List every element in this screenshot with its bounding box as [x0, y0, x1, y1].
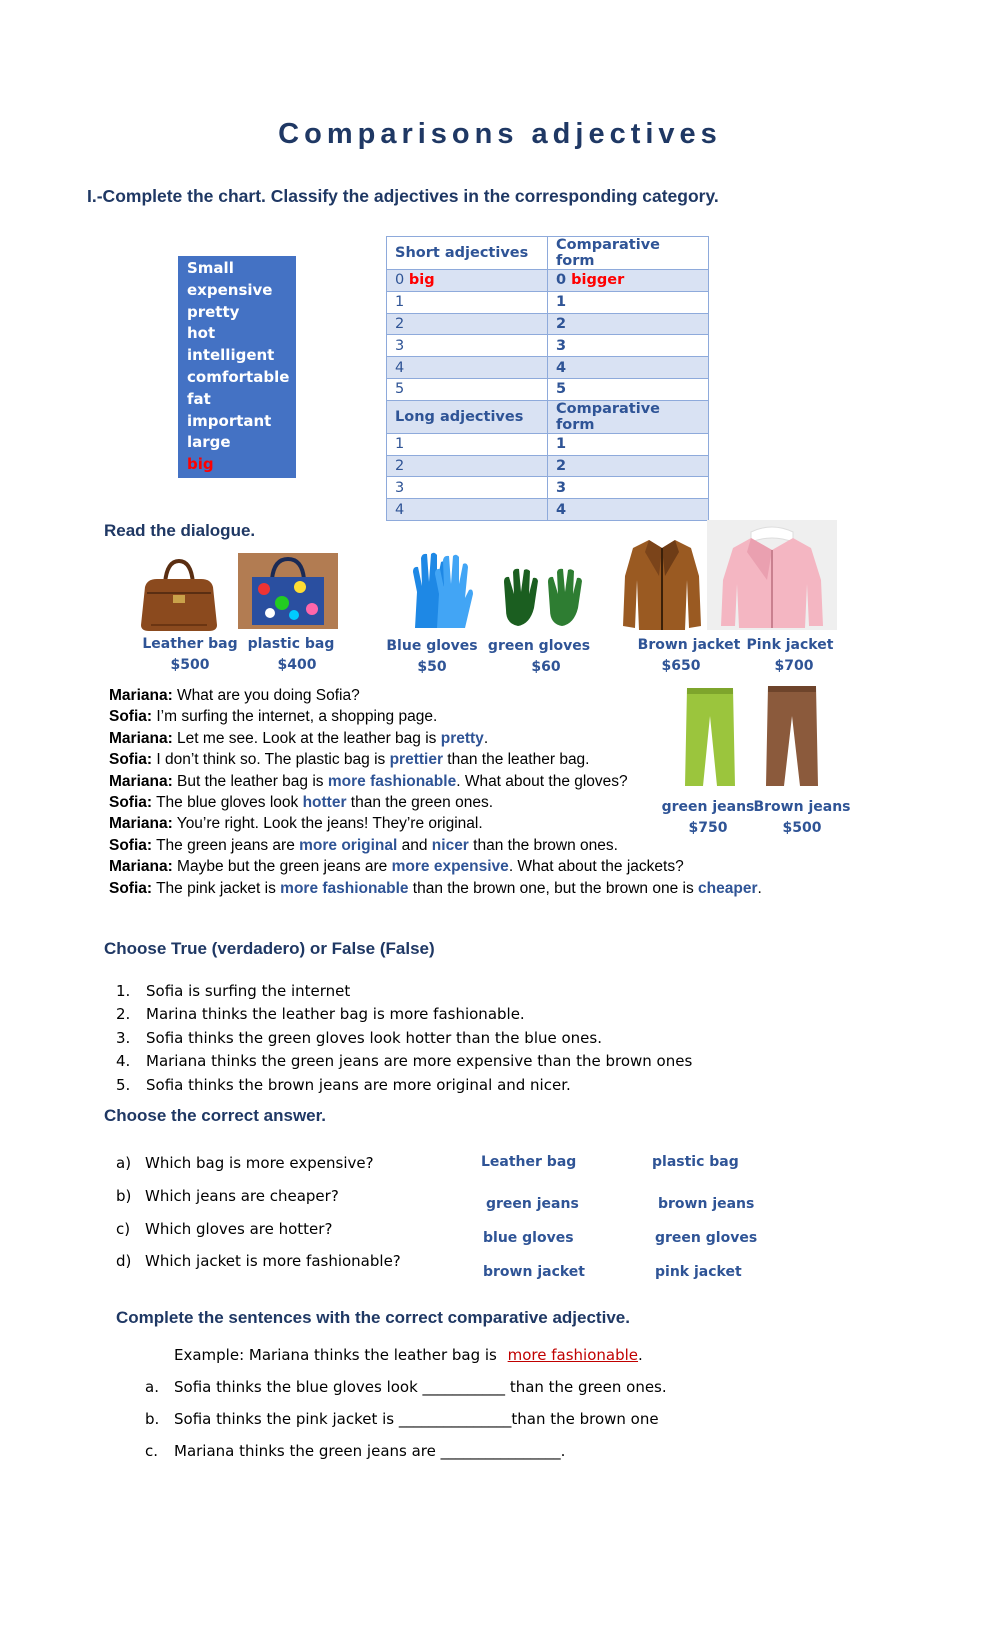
statement: Marina thinks the leather bag is more fashionable. [146, 1005, 525, 1024]
adjective-word: expensive [187, 280, 273, 299]
highlighted-adjective: more original [299, 836, 398, 854]
answer-cell[interactable]: 4 [548, 499, 709, 521]
product-price: $50 [417, 659, 447, 675]
answer-cell[interactable]: 3 [548, 335, 709, 357]
dialogue-text: . What about the gloves? [456, 772, 628, 790]
answer-option[interactable]: pink jacket [655, 1264, 742, 1280]
answer-cell[interactable]: 5 [387, 378, 548, 400]
speaker: Mariana: [109, 772, 173, 790]
mc-question: d) Which jacket is more fashionable? [116, 1252, 401, 1270]
section-heading-chart: I.-Complete the chart. Classify the adjectives in the corresponding category. [87, 186, 719, 206]
product-caption [382, 636, 482, 678]
dialogue-text: What are you doing Sofia? [172, 687, 360, 704]
statement: Mariana thinks the green jeans are more expensive than the brown ones [146, 1052, 693, 1071]
answer-cell[interactable]: 2 [548, 455, 709, 477]
speaker: Mariana: [109, 729, 173, 747]
brown-jeans-image [764, 684, 820, 788]
dialogue-text: . [483, 729, 489, 747]
statement: Sofia thinks the brown jeans are more original and nicer. [146, 1075, 571, 1094]
answer-cell[interactable]: 2 [387, 313, 548, 335]
answer-option[interactable]: green jeans [486, 1196, 579, 1212]
fill-in-sentence[interactable]: c. Mariana thinks the green jeans are ________________. [145, 1442, 566, 1460]
mc-question: a) Which bag is more expensive? [116, 1154, 374, 1172]
dialogue-line [109, 835, 762, 856]
speaker: Sofia: [109, 879, 153, 897]
example-answer: more fashionable [507, 1346, 639, 1364]
dialogue-line [109, 749, 762, 770]
answer-cell[interactable]: 4 [387, 357, 548, 379]
answer-option[interactable]: blue gloves [483, 1230, 574, 1246]
speaker: Sofia: [109, 836, 153, 854]
table-row [387, 455, 709, 477]
answer-option[interactable]: brown jacket [483, 1264, 585, 1280]
true-false-heading: Choose True (verdadero) or False (False) [104, 939, 435, 958]
statement: Sofia thinks the green gloves look hotter than the blue ones. [146, 1028, 602, 1047]
answer-cell[interactable]: 3 [387, 335, 548, 357]
answer-cell[interactable]: 5 [548, 378, 709, 400]
dialogue-text: than the leather bag. [442, 751, 590, 769]
dialogue-line [109, 792, 762, 813]
list-item: 3. Sofia thinks the green gloves look hotter than the blue ones. [116, 1028, 602, 1047]
product-name: Brown jeans [753, 799, 851, 815]
speaker: Sofia: [109, 708, 153, 726]
highlighted-adjective: hotter [302, 794, 347, 812]
dialogue-text: The pink jacket is [152, 879, 281, 897]
dialogue-text: Let me see. Look at the leather bag is [172, 729, 441, 747]
highlighted-adjective: cheaper [698, 879, 758, 897]
dialogue-line [109, 706, 762, 727]
true-false-list [116, 980, 692, 1097]
answer-cell[interactable]: 3 [387, 477, 548, 499]
row-number: 0 [395, 272, 405, 289]
answer-cell[interactable]: 1 [548, 433, 709, 455]
highlighted-adjective: more fashionable [327, 772, 457, 790]
read-dialogue-heading: Read the dialogue. [104, 521, 256, 540]
table-row [387, 270, 709, 292]
dialogue-text: and [397, 836, 432, 854]
example-word: big [408, 272, 435, 289]
adjective-word-example: big [187, 455, 214, 474]
answer-cell[interactable]: 4 [387, 499, 548, 521]
dialogue-text: I’m surfing the internet, a shopping page. [152, 708, 438, 726]
adjective-word: large [187, 433, 231, 452]
list-item: 1. Sofia is surfing the internet [116, 982, 351, 1000]
dialogue-line [109, 878, 762, 899]
example-comparative: bigger [571, 272, 625, 289]
green-gloves-image [500, 568, 586, 630]
answer-option[interactable]: plastic bag [652, 1154, 739, 1170]
classification-chart [386, 236, 709, 521]
dialogue-line [109, 685, 762, 706]
brown-jacket-image [619, 536, 705, 632]
multiple-choice-heading: Choose the correct answer. [104, 1106, 327, 1125]
answer-option[interactable]: brown jeans [658, 1196, 755, 1212]
product-name: Leather bag [142, 636, 238, 652]
adjective-word: fat [187, 389, 211, 408]
dialogue-text: . [757, 879, 762, 897]
short-adjectives-header: Short adjectives [387, 237, 548, 270]
highlighted-adjective: more fashionable [280, 879, 409, 897]
product-price: $650 [661, 658, 701, 674]
dialogue-line [109, 771, 762, 792]
highlighted-adjective: nicer [431, 836, 469, 854]
dialogue-text: The blue gloves look [152, 794, 303, 812]
product-price: $400 [277, 657, 317, 673]
leather-bag-image [137, 553, 221, 637]
table-row [387, 433, 709, 455]
answer-cell[interactable]: 2 [387, 455, 548, 477]
answer-option[interactable]: Leather bag [481, 1154, 577, 1170]
table-row [387, 313, 709, 335]
dialogue-text: The green jeans are [152, 836, 300, 854]
dialogue-text: But the leather bag is [172, 772, 328, 790]
plastic-bag-image [238, 553, 338, 629]
list-item: 2. Marina thinks the leather bag is more fashionable. [116, 1005, 525, 1024]
adjective-word: important [187, 411, 272, 430]
answer-cell[interactable]: 2 [548, 313, 709, 335]
pink-jacket-image [707, 520, 837, 630]
dialogue-text: You’re right. Look the jeans! They’re original. [172, 815, 483, 833]
answer-cell[interactable]: 1 [387, 291, 548, 313]
product-price: $500 [170, 657, 210, 673]
speaker: Sofia: [109, 751, 153, 769]
speaker: Mariana: [109, 687, 173, 704]
table-row [387, 499, 709, 521]
mc-question: b) Which jeans are cheaper? [116, 1187, 339, 1205]
table-row [387, 378, 709, 400]
speaker: Mariana: [109, 815, 173, 833]
product-caption [241, 634, 341, 676]
table-row [387, 291, 709, 313]
product-caption [738, 635, 842, 677]
answer-cell[interactable]: 3 [548, 477, 709, 499]
product-name: Pink jacket [746, 637, 834, 653]
dialogue-text: Maybe but the green jeans are [172, 858, 392, 876]
product-name: green jeans [661, 799, 755, 815]
adjective-word: pretty [187, 302, 240, 321]
table-row [387, 477, 709, 499]
product-name: Blue gloves [386, 638, 478, 654]
complete-sentences-heading: Complete the sentences with the correct comparative adjective. [116, 1308, 630, 1327]
example-sentence: Example: Mariana thinks the leather bag is more fashionable. [174, 1346, 643, 1364]
highlighted-adjective: pretty [440, 729, 484, 747]
dialogue-line [109, 813, 762, 834]
long-adjectives-header: Long adjectives [387, 400, 548, 433]
dialogue-line [109, 856, 762, 877]
adjective-word-bank [178, 256, 296, 478]
answer-cell[interactable]: 1 [548, 291, 709, 313]
dialogue-text: than the green ones. [346, 794, 494, 812]
fill-in-sentence[interactable]: a. Sofia thinks the blue gloves look ___________ than the green ones. [145, 1378, 667, 1396]
product-price: $500 [782, 820, 822, 836]
list-item: 5. Sofia thinks the brown jeans are more original and nicer. [116, 1075, 571, 1094]
row-number: 0 [556, 272, 567, 289]
dialogue-text: . What about the jackets? [508, 858, 684, 876]
product-price: $700 [774, 658, 814, 674]
adjective-word: hot [187, 324, 216, 343]
answer-cell[interactable]: 4 [548, 357, 709, 379]
blue-gloves-image [407, 552, 479, 630]
table-row [387, 357, 709, 379]
adjective-word: Small [187, 259, 234, 277]
product-name: Brown jacket [637, 637, 741, 653]
speaker: Sofia: [109, 794, 153, 812]
dialogue-text: than the brown ones. [468, 836, 618, 854]
product-price: $60 [531, 659, 561, 675]
dialogue-line [109, 728, 762, 749]
product-price: $750 [688, 820, 728, 836]
list-item: 4. Mariana thinks the green jeans are more expensive than the brown ones [116, 1052, 693, 1071]
product-name: green gloves [487, 638, 591, 654]
product-caption [752, 797, 852, 839]
page-title: Comparisons adjectives [278, 118, 722, 150]
dialogue-text: I don’t think so. The plastic bag is [152, 751, 390, 769]
fill-in-sentence[interactable]: b. Sofia thinks the pink jacket is _______________than the brown one [145, 1410, 659, 1428]
adjective-word: comfortable [187, 367, 290, 386]
highlighted-adjective: prettier [389, 751, 443, 769]
product-caption [140, 634, 240, 676]
statement: Sofia is surfing the internet [146, 982, 351, 1000]
adjective-word: intelligent [187, 346, 275, 365]
answer-option[interactable]: green gloves [655, 1230, 758, 1246]
answer-cell[interactable]: 1 [387, 433, 548, 455]
highlighted-adjective: more expensive [391, 858, 509, 876]
comparative-form-header: Comparative form [548, 400, 709, 433]
mc-question: c) Which gloves are hotter? [116, 1220, 333, 1238]
speaker: Mariana: [109, 858, 173, 876]
product-name: plastic bag [247, 636, 335, 652]
product-caption [634, 635, 744, 677]
comparative-form-header: Comparative form [548, 237, 709, 270]
dialogue [109, 685, 762, 899]
product-caption [484, 636, 594, 678]
dialogue-text: than the brown one, but the brown one is [408, 879, 699, 897]
table-row [387, 335, 709, 357]
